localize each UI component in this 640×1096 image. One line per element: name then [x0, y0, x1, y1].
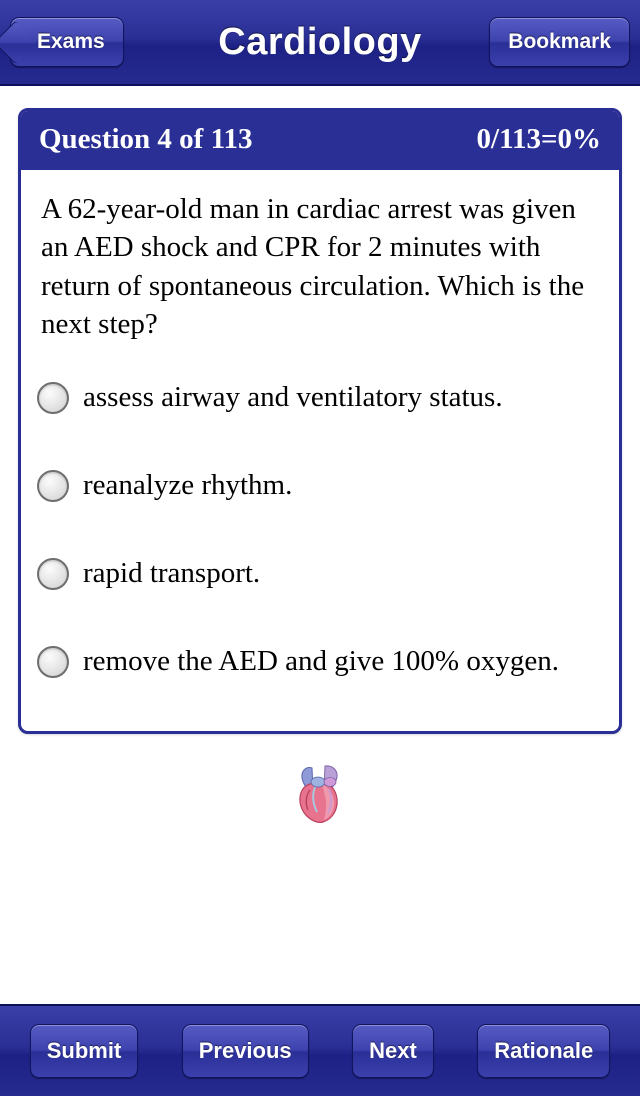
navigation-bar	[0, 0, 640, 86]
answer-choice-label: assess airway and ventilatory status.	[83, 381, 503, 414]
illustration-area	[18, 734, 622, 828]
back-button-label: Exams	[37, 30, 105, 53]
bookmark-button[interactable]	[489, 17, 630, 67]
answer-choice-2[interactable]	[37, 447, 603, 525]
bookmark-button-label: Bookmark	[508, 30, 611, 53]
radio-button-icon[interactable]	[37, 646, 69, 678]
radio-button-icon[interactable]	[37, 382, 69, 414]
answer-choice-label: remove the AED and give 100% oxygen.	[83, 645, 559, 678]
question-card-header	[21, 111, 619, 170]
submit-button[interactable]	[30, 1024, 139, 1078]
page-title: Cardiology	[218, 20, 422, 63]
previous-button-label: Previous	[198, 1038, 292, 1063]
anatomical-heart-icon	[292, 762, 348, 828]
question-content	[0, 86, 640, 1004]
submit-button-label: Submit	[46, 1038, 122, 1063]
rationale-button[interactable]	[477, 1024, 610, 1078]
rationale-button-label: Rationale	[494, 1038, 594, 1063]
next-button-label: Next	[369, 1038, 417, 1063]
answer-choice-1[interactable]	[37, 359, 603, 437]
answer-choice-label: reanalyze rhythm.	[83, 469, 293, 502]
answer-choice-4[interactable]	[37, 623, 603, 701]
next-button[interactable]	[352, 1024, 434, 1078]
question-stem: A 62-year-old man in cardiac arrest was given an AED shock and CPR for 2 minutes with return of spontaneous circulation. Which is the next step?	[41, 193, 585, 340]
question-card-body	[21, 170, 619, 731]
question-card	[18, 108, 622, 734]
answer-choice-3[interactable]	[37, 535, 603, 613]
bottom-toolbar	[0, 1004, 640, 1096]
question-counter: Question 4 of 113	[39, 123, 253, 155]
answer-choice-label: rapid transport.	[83, 557, 261, 590]
back-button-exams[interactable]	[10, 17, 124, 67]
previous-button[interactable]	[182, 1024, 309, 1078]
radio-button-icon[interactable]	[37, 470, 69, 502]
radio-button-icon[interactable]	[37, 558, 69, 590]
score-badge: 0/113=0%	[476, 123, 601, 155]
